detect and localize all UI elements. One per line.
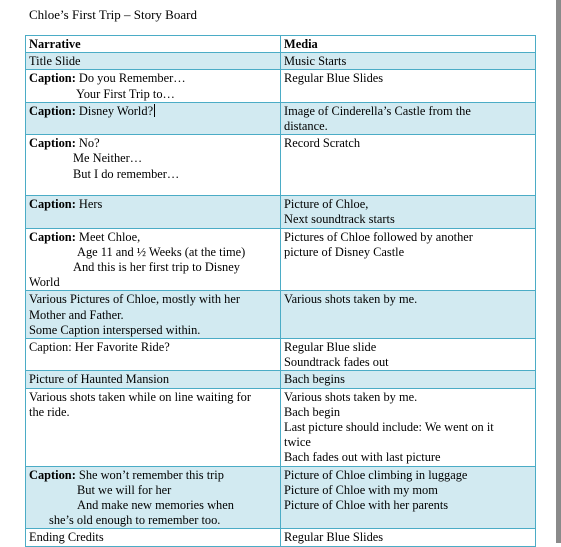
narrative-line: Picture of Haunted Mansion [29,372,170,387]
narrative-cell[interactable] [26,466,281,529]
media-line: Picture of Chloe with her parents [284,498,449,513]
media-header: Media [281,36,536,53]
media-line: Picture of Chloe with my mom [284,482,438,497]
text-cursor [154,104,155,117]
narrative-line [29,71,277,86]
media-cell[interactable] [281,70,536,102]
narrative-line: Title Slide [29,54,81,69]
media-line: Image of Cinderella’s Castle from the [284,103,471,118]
narrative-line: But we will for her [77,482,172,497]
narrative-cell[interactable] [26,102,281,134]
media-cell[interactable] [281,466,536,529]
media-line: Various shots taken by me. [284,292,418,307]
media-line: Pictures of Chloe followed by another [284,229,473,244]
caption-label: Caption: [29,136,76,151]
caption-text: She won’t remember this trip [75,467,224,482]
narrative-cell[interactable] [26,53,281,70]
media-cell[interactable] [281,196,536,228]
table-row [26,135,536,196]
media-line: Regular Blue slide [284,340,377,355]
media-line: distance. [284,119,328,134]
media-line: Bach begins [284,372,345,387]
window-edge [556,0,561,543]
media-line: Bach begin [284,404,341,419]
narrative-line: she’s old enough to remember too. [49,513,221,528]
media-line: Last picture should include: We went on it [284,420,494,435]
narrative-cell[interactable] [26,371,281,388]
caption-text: Do you Remember… [75,71,186,86]
caption-text: Hers [75,197,103,212]
table-header-row [26,36,536,53]
caption-text: Meet Chloe, [75,229,141,244]
document-title: Chloe’s First Trip – Story Board [29,7,197,22]
narrative-line: And make new memories when [77,498,234,513]
narrative-line [29,197,277,212]
caption-text: Disney World? [75,103,154,118]
media-line: Various shots taken by me. [284,389,418,404]
narrative-line [29,104,277,119]
table-row [26,466,536,529]
narrative-line: Me Neither… [73,151,143,166]
narrative-line: the ride. [29,404,70,419]
table-row [26,70,536,102]
caption-label: Caption: [29,103,76,118]
narrative-line: And this is her first trip to Disney [73,260,240,275]
media-cell[interactable] [281,291,536,339]
media-cell[interactable] [281,135,536,196]
table-row [26,102,536,134]
media-line: Regular Blue Slides [284,530,384,545]
table-row [26,339,536,371]
table-row [26,196,536,228]
narrative-line [29,230,277,245]
caption-label: Caption: [29,229,76,244]
media-cell[interactable] [281,228,536,291]
caption-label: Caption: [29,467,76,482]
table-row [26,53,536,70]
narrative-cell[interactable] [26,388,281,466]
media-line: picture of Disney Castle [284,244,405,259]
narrative-cell[interactable] [26,291,281,339]
caption-text: No? [75,136,100,151]
caption-label: Caption: [29,197,76,212]
narrative-cell[interactable] [26,135,281,196]
caption-label: Caption: [29,71,76,86]
narrative-cell[interactable] [26,529,281,546]
media-line: Regular Blue Slides [284,71,384,86]
narrative-line: Mother and Father. [29,307,124,322]
narrative-line: Your First Trip to… [76,86,175,101]
media-line: Next soundtrack starts [284,212,395,227]
table-row [26,228,536,291]
narrative-cell[interactable] [26,339,281,371]
media-cell[interactable] [281,53,536,70]
narrative-line: World [29,275,60,290]
media-line: Picture of Chloe, [284,197,369,212]
narrative-line: Some Caption interspersed within. [29,322,201,337]
narrative-header: Narrative [26,36,281,53]
narrative-line: Caption: Her Favorite Ride? [29,340,170,355]
media-line: Record Scratch [284,136,361,151]
narrative-line: But I do remember… [73,166,180,181]
narrative-line: Various shots taken while on line waiting for [29,389,251,404]
media-line: Picture of Chloe climbing in luggage [284,467,468,482]
narrative-cell[interactable] [26,228,281,291]
media-line: Music Starts [284,54,347,69]
media-cell[interactable] [281,102,536,134]
media-line: Soundtrack fades out [284,355,389,370]
narrative-line [29,468,277,483]
table-row [26,371,536,388]
narrative-cell[interactable] [26,196,281,228]
narrative-line: Various Pictures of Chloe, mostly with her [29,292,240,307]
narrative-line: Ending Credits [29,530,104,545]
narrative-line [29,136,277,151]
table-row [26,291,536,339]
media-cell[interactable] [281,339,536,371]
media-cell[interactable] [281,371,536,388]
storyboard-table [25,35,536,547]
media-cell[interactable] [281,388,536,466]
media-line: twice [284,435,311,450]
narrative-line: Age 11 and ½ Weeks (at the time) [77,244,246,259]
media-cell[interactable] [281,529,536,546]
table-row [26,529,536,546]
narrative-cell[interactable] [26,70,281,102]
media-line: Bach fades out with last picture [284,450,441,465]
table-row [26,388,536,466]
